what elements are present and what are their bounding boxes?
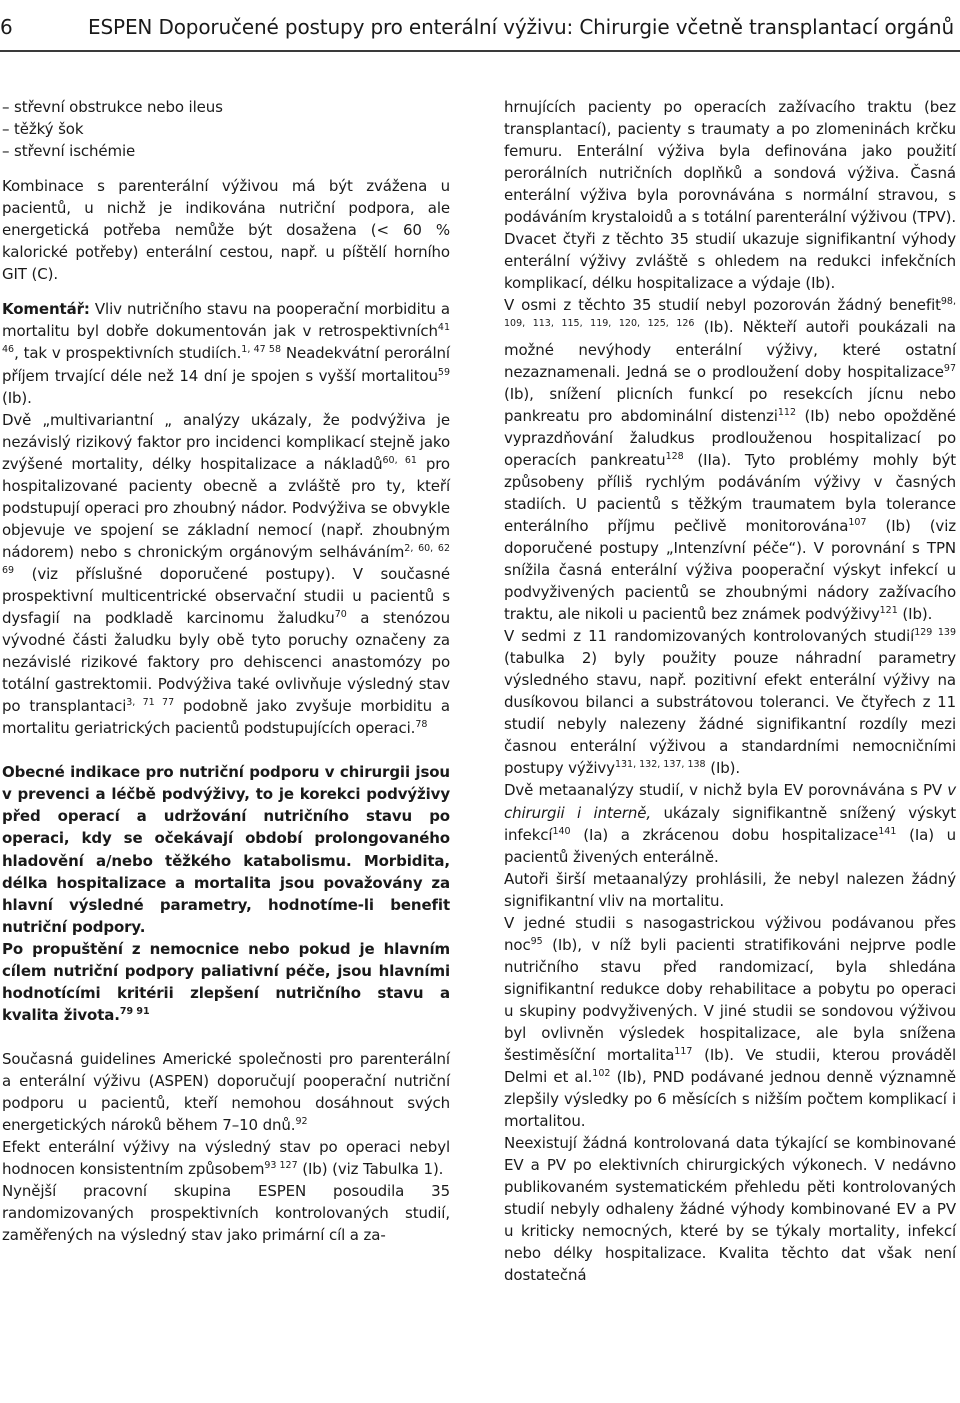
citation: 2, 60, 62 69 bbox=[2, 542, 450, 576]
paragraph-comment: Komentář: Vliv nutričního stavu na pooperační morbiditu a mortalitu byl dobře dokumentován jak v retrospektivních$^{41 46}$, tak v prospektivních studiích.$^{1, 47 58}$ Neadekvátní perorální příjem trvající déle než 14 dní je spojen s vyšší mortalitou$^{59}$ (Ib). bbox=[2, 300, 450, 407]
list-item: – střevní obstrukce nebo ileus bbox=[2, 98, 223, 116]
citation: 95 bbox=[530, 935, 543, 947]
list-item: – střevní ischémie bbox=[2, 142, 136, 161]
paragraph-metaanalyses: Dvě metaanalýzy studií, v nichž byla EV porovnávána s PV v chirurgii i interně, ukázaly signifikantně snížený výskyt infekcí$^{140}$ (Ia) a zkrácenou dobu hospitalizace$^{141}$ (Ia) u pacientů živených enterálně. bbox=[504, 781, 957, 866]
paragraph-general-indications: Obecné indikace pro nutriční podporu v chirurgii jsou v prevenci a léčbě podvýživy, to je korekci podvýživy před operací a udržování nutričního stavu po operaci, kdy se očekávají období prolongovaného hladovění a/nebo těžkého katabolismu. Morbidita, délka hospitalizace a mortalita jsou považovány za hlavní výsledné parametry, hodnotíme-li benefit nutriční podpory. bbox=[2, 763, 450, 936]
citation: 117 bbox=[674, 1046, 693, 1058]
citation: 131, 132, 137, 138 bbox=[614, 759, 706, 771]
citation: 97 bbox=[943, 362, 956, 374]
citation: 1, 47 58 bbox=[241, 344, 281, 356]
paragraph-nasogastric: V jedné studii s nasogastrickou výživou podávanou přes noc$^{95}$ (Ib), v níž byli pacienti stratifikováni nejprve podle nutričního stavu před randomizací, byla shledána signifikantní redukce doby rehabilitace a pobytu po operaci u skupiny podvyživených. V jiné studii se sondovou výživou byl ovlivněn výsledek hospitalizace, ale byla snížena šestiměsíční mortalita$^{117}$ (Ib). Ve studii, kterou prováděl Delmi et al.$^{102}$ (Ib), PND podávané jednou denně významně zlepšily výsledky po 6 měsících s nižším počtem komplikací i mortalitou. bbox=[504, 913, 956, 1131]
paragraph-aspen: Současná guidelines Americké společnosti pro parenterální a enterální výživu (ASPEN) doporučují pooperační nutriční podporu u pacientů, kteří nemohou dosáhnout svých energetických nároků během 7–10 dnů.$^{92}$ bbox=[2, 1049, 450, 1135]
citation: 98, 109, 113, 115, 119, 120, 125, 126 bbox=[504, 296, 956, 330]
citation: 128 bbox=[665, 450, 684, 462]
citation: 121 bbox=[879, 605, 898, 617]
citation: 78 bbox=[415, 719, 428, 731]
page-header bbox=[0, 0, 960, 56]
citation: 92 bbox=[295, 1116, 308, 1128]
citation: 107 bbox=[848, 516, 867, 528]
paragraph-effect: Efekt enterální výživy na výsledný stav po operaci nebyl hodnocen konsistentním způsobem$^{93 127}$ (Ib) (viz Tabulka 1). bbox=[2, 1138, 450, 1179]
paragraph-espen-group: Nynější pracovní skupina ESPEN posoudila 35 randomizovaných prospektivních kontrolovaných studií, zaměřených na výsledný stav jako primární cíl a za- bbox=[2, 1182, 450, 1245]
header-rule bbox=[0, 50, 960, 52]
citation: 59 bbox=[437, 366, 450, 378]
paragraph-combination: Kombinace s parenterální výživou má být zvážena u pacientů, u nichž je indikována nutriční podpora, ale energetická potřeba nemůže být dosažena (< 60 % kalorické potřeby) enterální cestou, např. u píštělí horního GIT (C). bbox=[2, 177, 450, 284]
contraindication-list bbox=[2, 96, 450, 162]
citation: 102 bbox=[592, 1068, 611, 1080]
comment-label: Komentář: bbox=[2, 300, 90, 319]
citation: 140 bbox=[552, 825, 571, 837]
citation: 3, 71 77 bbox=[126, 697, 175, 709]
paragraph-multivariate: Dvě „multivariantní „ analýzy ukázaly, že podvýživa je nezávislý rizikový faktor pro incidenci komplikací stejně jako zvýšené mortality, délky hospitalizace a nákladů$^{60, 61}$ pro hospitalizované pacienty obecně a zvláště pro ty, kteří podstupují operaci pro zhoubný nádor. Podvýživa se obvykle objevuje ve spojení se základní nemocí (např. zhoubným nádorem) nebo s chronickým orgánovým selháváním$^{2, 60, 62 69}$ (viz příslušné doporučené postupy). V současné prospektivní multicentrické observační studii u pacientů s dysfagií na podkladě karcinomu žaludku$^{70}$ a stenózou vývodné části žaludku byly obě tyto poruchy označeny za nezávislé rizikové faktory pro dehiscenci anastomózy po totální gastrektomii. Podvýživa také ovlivňuje výsledný stav po transplantaci$^{3, 71 77}$ podobně jako zvyšuje morbiditu a mortalitu geriatrických pacientů podstupujících operaci.$^{78}$ bbox=[2, 410, 451, 738]
paragraph-no-benefit: V osmi z těchto 35 studií nebyl pozorován žádný benefit$^{98, 109, 113, 115, 119, 120, 125, 126}$ (Ib). Někteří autoři poukázali na možné nevýhody enterální výživy, které ostatní nezaznamenali. Jedná se o prodloužení doby hospitalizace$^{97}$ (Ib), snížení plicních funkcí po resekcích jícnu nebo pankreatu pro abdominální distenzi$^{112}$ (Ib) nebo opožděné vyprazdňování žaludkus prodlouženou hospitalizací po operacích pankreatu$^{128}$ (IIa). Tyto problémy mohly být způsobeny příliš rychlým podáváním výživy v časných stadiích. U pacientů s těžkým traumatem byla tolerance enterálního příjmu pečlivě monitorována$^{107}$ (Ib) (viz doporučené postupy „Intenzívní péče“). V porovnání s TPN snížila časná enterální výživa pooperační výskyt infekcí u podvyživených pacientů se zhoubnými nádory zažívacího traktu, ale nikoli u pacientů bez známek podvýživy$^{121}$ (Ib). bbox=[504, 296, 956, 624]
page-number: 6 bbox=[0, 15, 13, 39]
citation: 79 91 bbox=[119, 1005, 150, 1017]
list-item: – těžký šok bbox=[2, 120, 84, 139]
paragraph-continuation: hrnujících pacienty po operacích zažívacího traktu (bez transplantací), pacienty s traumaty a po zlomeninách krčku femuru. Enterální výživa byla definována jako použití perorálních nutričních doplňků a sondová výživa. Časná enterální výživa byla porovnávána s normální stravou, s podáváním krystaloidů a s totální parenterální výživou (TPV). Dvacet čtyři z těchto 35 studií ukazuje signifikantní výhody enterální výživy zvláště s ohledem na redukci infekčních komplikací, délku hospitalizace a výdaje (Ib). bbox=[504, 98, 956, 293]
citation: 41 46 bbox=[2, 322, 450, 356]
paragraph-seven-studies: V sedmi z 11 randomizovaných kontrolovaných studií$^{129 139}$ (tabulka 2) byly použity pouze náhradní parametry výsledného stavu, např. pozitivní efekt enterální výživy na dusíkovou bilanci a substrátovou toleranci. Ve čtyřech z 11 studií nebyly nalezeny žádné signifikantní rozdíly mezi časnou enterální výživou a standardními nemocničními postupy výživy$^{131, 132, 137, 138}$ (Ib). bbox=[504, 627, 956, 778]
citation: 112 bbox=[777, 406, 796, 418]
paragraph-mortality: Autoři širší metaanalýzy prohlásili, že nebyl nalezen žádný signifikantní vliv na mortalitu. bbox=[504, 869, 956, 910]
citation: 129 139 bbox=[914, 627, 956, 639]
right-column bbox=[504, 96, 956, 1287]
citation: 60, 61 bbox=[382, 454, 417, 466]
paragraph-discharge: Po propuštění z nemocnice nebo pokud je hlavním cílem nutriční podpory paliativní péče, jsou hlavními hodnotícími kritérii zlepšení nutričního stavu a kvalita života.$^{79 91}$ bbox=[2, 939, 450, 1024]
paragraph-combined-ev-pv: Neexistují žádná kontrolovaná data týkající se kombinované EV a PV po elektivních chirurgických výkonech. V nedávno publikovaném systematickém přehledu pěti kontrolovaných studií nebyly odhaleny žádné výhody kombinované EV a PV u kriticky nemocných, které by se týkaly mortality, infekcí nebo délky hospitalizace. Kvalita těchto dat však není dostatečná bbox=[504, 1134, 956, 1285]
citation: 141 bbox=[878, 825, 897, 837]
left-column bbox=[2, 96, 450, 1246]
citation: 70 bbox=[334, 609, 347, 621]
citation: 93 127 bbox=[264, 1160, 298, 1172]
running-title: ESPEN Doporučené postupy pro enterální výživu: Chirurgie včetně transplantací orgánů bbox=[88, 15, 954, 39]
